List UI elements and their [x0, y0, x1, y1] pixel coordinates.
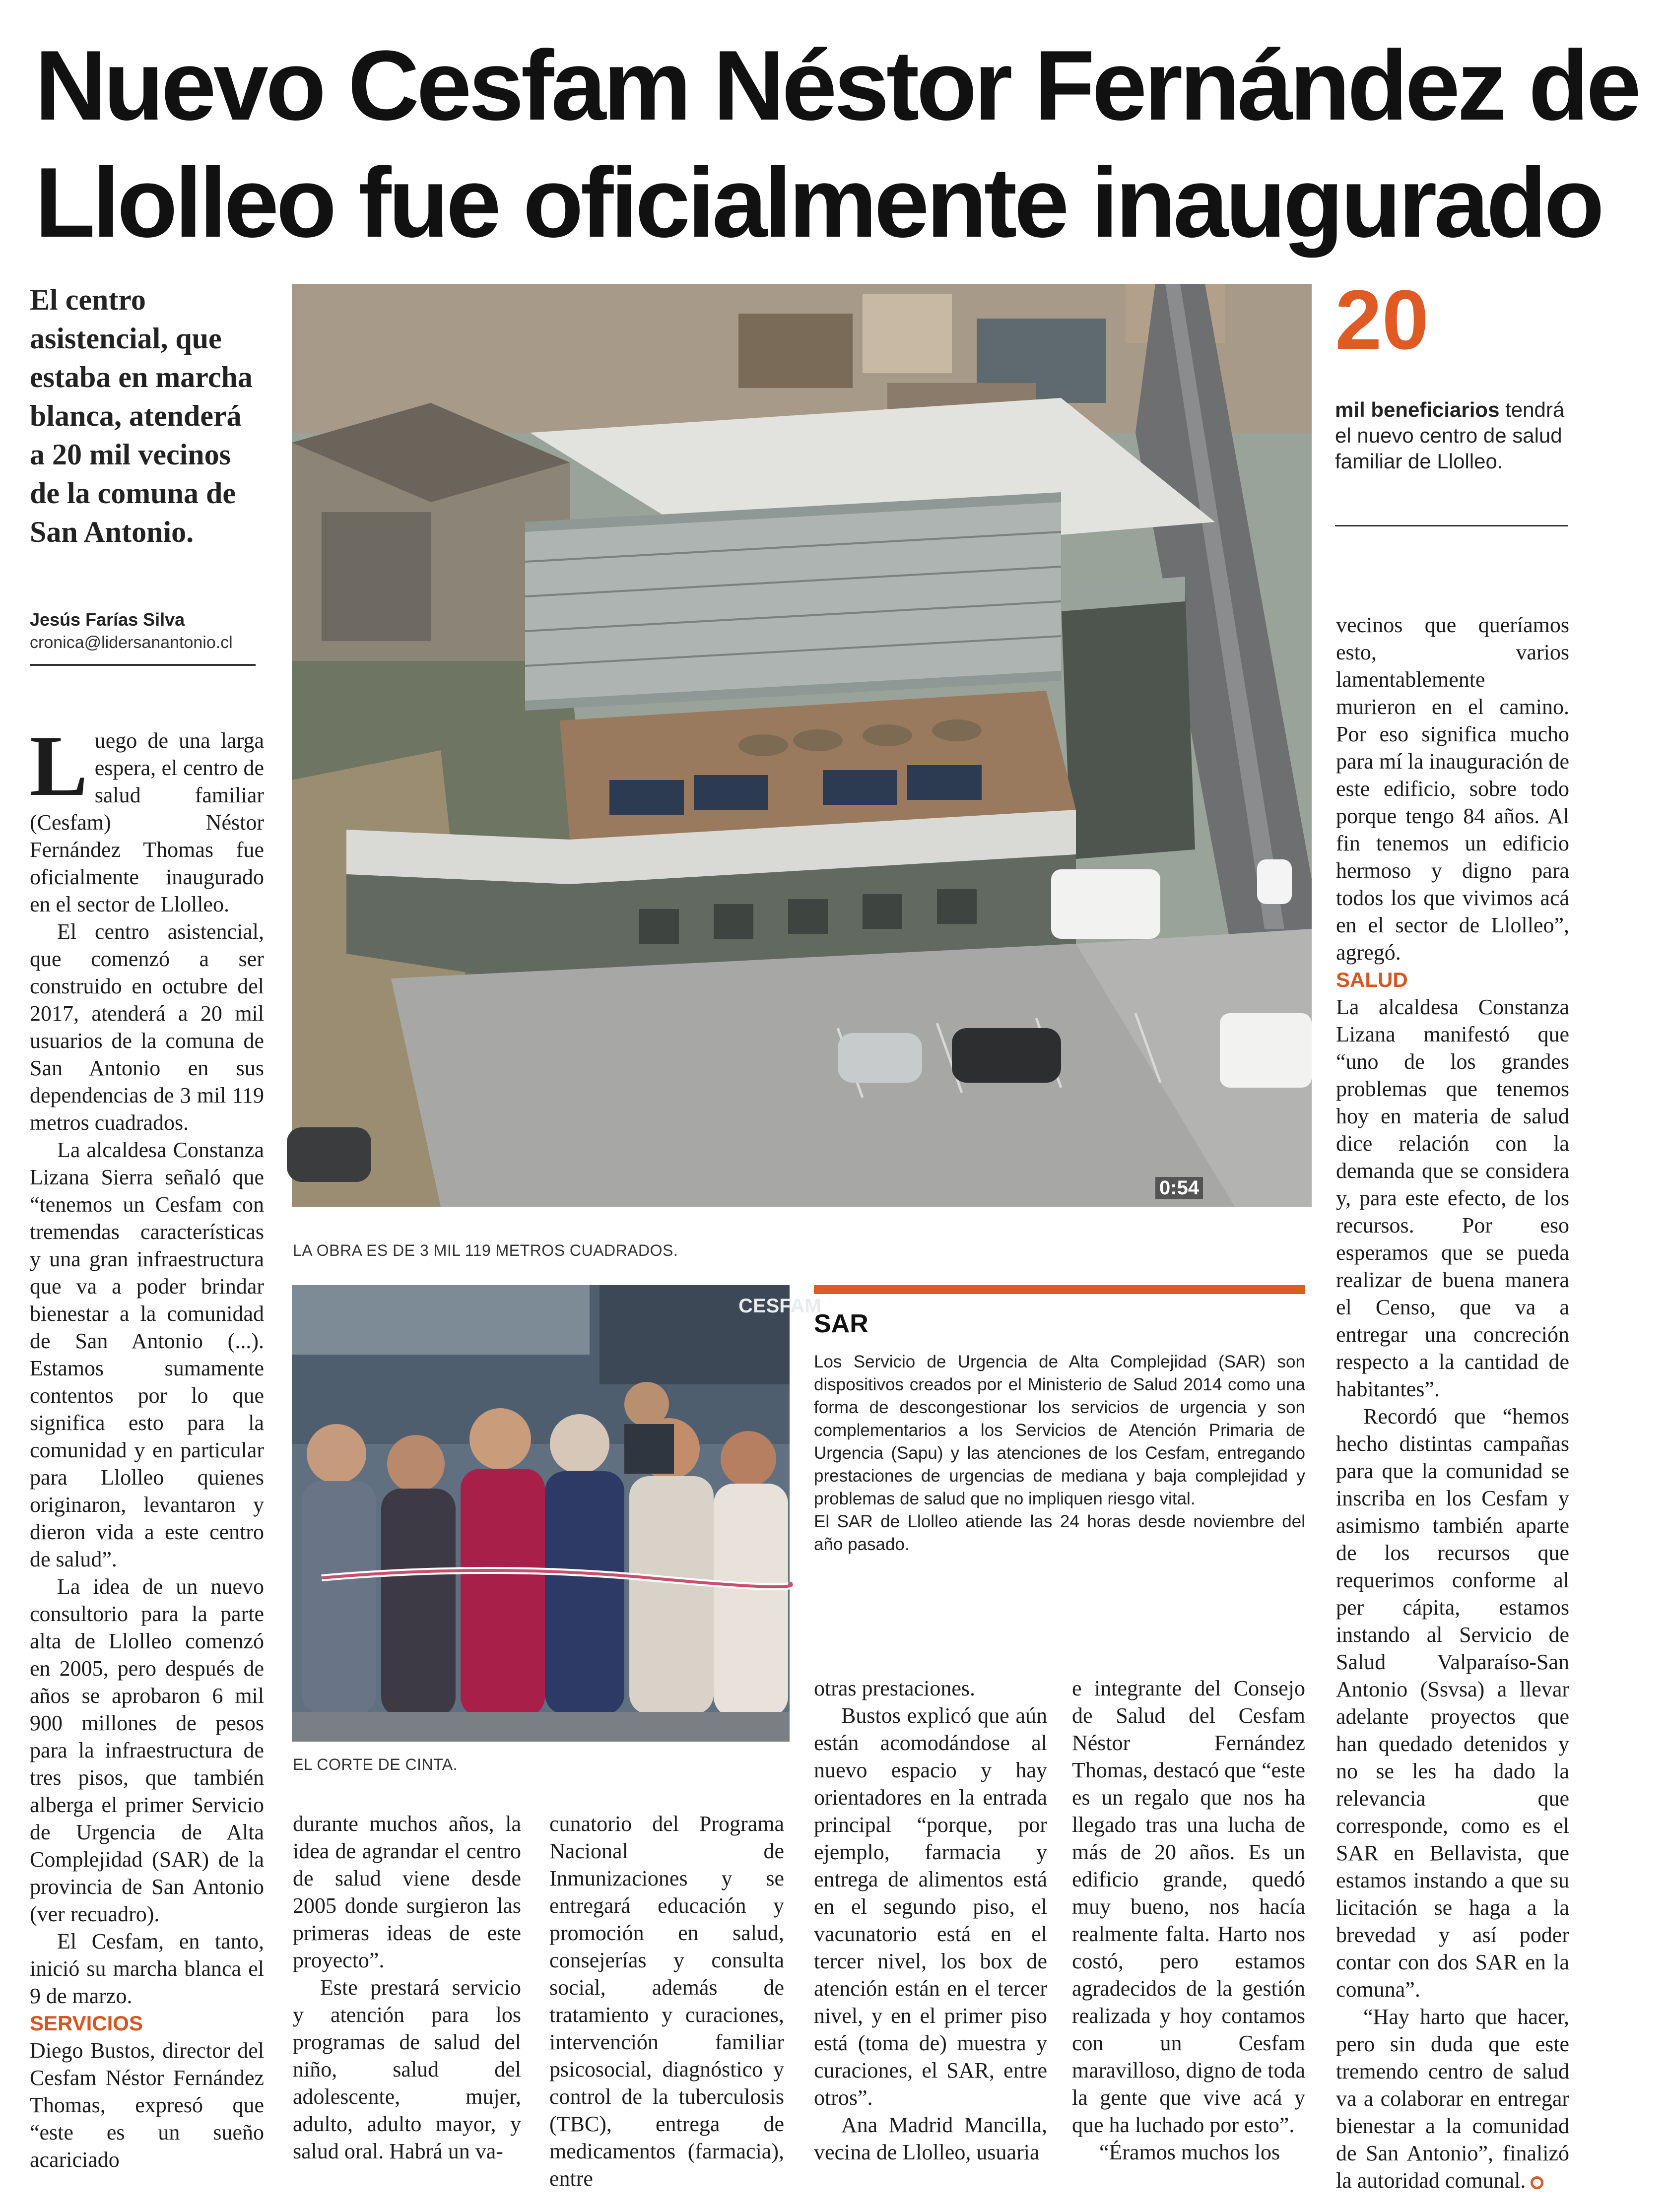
end-of-article-icon [1531, 2176, 1543, 2189]
column-6 [1336, 611, 1569, 2194]
column-1 [30, 717, 264, 2173]
col5-p1: e integrante del Consejo de Salud del Cesfam Néstor Fernández Thomas, destacó que “este es un regalo que nos ha llegado tras una lucha de más de 20 años. Es un edificio grande, quedó muy bueno, nos hacía realmente falta. Harto nos costó, pero estamos agradecidos de la gestión realizada y hoy contamos con un Cesfam maravilloso, digno de toda la gente que vive acá y que ha luchado por esto”. [1072, 1676, 1305, 2137]
col4-p1: otras prestaciones. [814, 1676, 975, 1700]
sar-title: SAR [814, 1309, 868, 1338]
deck-summary: El centro asistencial, que estaba en marcha blanca, atenderá a 20 mil vecinos de la comuna de San Antonio. [30, 283, 253, 548]
col6-p3: Recordó que “hemos hecho distintas campañas para que la comunidad se inscriba en los Cesfam y asimismo también aparte de los recursos que requerimos conforme al per cápita, estamos instando al Servicio de Salud Valparaíso-San Antonio (Ssvsa) a llevar adelante proyectos que han quedado detenidos y no se les ha dado la relevancia que corresponde, como es el SAR en Bellavista, que estamos instando a que su licitación se haga a la brevedad y así poder contar con dos SAR en la comuna”. [1336, 1404, 1569, 2002]
column-5 [1072, 1675, 1305, 2166]
col6-p4: “Hay harto que hacer, pero sin duda que este tremendo centro de salud va a colaborar en entregar bienestar a la comunidad de San Antonio”, finalizó la autoridad comunal. [1336, 2005, 1569, 2193]
factbox-rest: tendrá el nuevo centro de salud familiar de Llolleo. [1335, 398, 1565, 473]
col6-p1: vecinos que queríamos esto, varios lamentablemente murieron en el camino. Por eso significa mucho para mí la inauguración de este edificio, sobre todo porque tengo 84 años. Al fin tenemos un edificio hermoso y digno para todos los que vivimos acá en el sector de Llolleo”, agregó. [1336, 613, 1569, 965]
subhead-salud: SALUD [1336, 968, 1408, 991]
main-photo [292, 284, 1312, 1207]
byline-author: Jesús Farías Silva [30, 609, 185, 630]
aerial-building-illustration [292, 284, 1312, 1207]
sar-accent-bar [814, 1285, 1305, 1294]
col4-p3: Ana Madrid Mancilla, vecina de Llolleo, usuaria [814, 2113, 1047, 2164]
subhead-servicios: SERVICIOS [30, 2012, 143, 2035]
dropcap: L [30, 717, 88, 814]
column-3 [549, 1810, 784, 2192]
byline-divider [30, 664, 256, 666]
sar-p2: El SAR de Llolleo atiende las 24 horas desde noviembre del año pasado. [814, 1512, 1305, 1554]
sar-p1: Los Servicio de Urgencia de Alta Complejidad (SAR) son dispositivos creados por el Ministerio de Salud 2014 como una forma de descongestionar los servicios de urgencia y son complementarios a los Servicios de Atención Primaria de Urgencia (Sapu) y las atenciones de los Cesfam, entregando prestaciones de urgencias de mediana y baja complejidad y problemas de salud que no impliquen riesgo vital. [814, 1352, 1305, 1508]
column-2 [293, 1810, 521, 2165]
video-timestamp: 0:54 [1155, 1177, 1203, 1199]
main-photo-caption: LA OBRA ES DE 3 MIL 119 METROS CUADRADOS. [293, 1241, 678, 1259]
col5-p2: “Éramos muchos los [1099, 2140, 1280, 2164]
col1-p4: La idea de un nuevo consultorio para la parte alta de Llolleo comenzó en 2005, pero después de años se aprobaron 6 mil 900 millones de pesos para la infraestructura de tres pisos, que también alberga el primer Servicio de Urgencia de Alta Complejidad (SAR) de la provincia de San Antonio (ver recuadro). [30, 1574, 264, 1926]
byline-email[interactable]: cronica@lidersanantonio.cl [30, 633, 233, 652]
factbox-number: 20 [1335, 273, 1429, 367]
col1-p1: uego de una larga espera, el centro de salud familiar (Cesfam) Néstor Fernández Thomas fue oficialmente inaugurado en el sector de Llolleo. [30, 728, 264, 916]
ribbon-cutting-illustration [292, 1285, 790, 1742]
headline: Nuevo Cesfam Néstor Fernández de Llolleo fue oficialmente inaugurado [35, 30, 1639, 258]
col3-p1: cunatorio del Programa Nacional de Inmunizaciones y se entregará educación y promoción en salud, consejerías y consulta social, además de tratamiento y curaciones, intervención familiar psicosocial, diagnóstico y control de la tuberculosis (TBC), entrega de medicamentos (farmacia), entre [549, 1812, 784, 2191]
col1-p3: La alcaldesa Constanza Lizana Sierra señaló que “tenemos un Cesfam con tremendas características y una gran infraestructura que va a poder brindar bienestar a la comunidad de San Antonio (...). Estamos sumamente contentos por lo que significa esto para la comunidad y en particular para Llolleo quienes originaron, levantaron y dieron vida a este centro de salud”. [30, 1138, 264, 1571]
col1-p2: El centro asistencial, que comenzó a ser construido en octubre del 2017, atenderá a 20 mil usuarios de la comuna de San Antonio en sus dependencias de 3 mil 119 metros cuadrados. [30, 919, 264, 1135]
col2-p2: Este prestará servicio y atención para los programas de salud del niño, salud del adolescente, mujer, adulto, adulto mayor, y salud oral. Habrá un va- [293, 1975, 521, 2163]
sar-box [814, 1285, 1305, 1556]
ribbon-cutting-photo [292, 1285, 821, 1742]
second-photo-caption: EL CORTE DE CINTA. [293, 1756, 458, 1773]
cesfam-sign: CESFAM [738, 1295, 821, 1317]
column-4 [814, 1675, 1047, 2166]
sar-body [814, 1351, 1305, 1556]
factbox-text [1335, 397, 1568, 474]
col1-p6: Diego Bustos, director del Cesfam Néstor Fernández Thomas, expresó que “este es un sueño acariciado [30, 2038, 264, 2172]
col4-p2: Bustos explicó que aún están acomodándose al nuevo espacio y hay orientadores en la entrada principal “porque, por ejemplo, farmacia y entrega de alimentos está en el segundo piso, el vacunatorio está en el tercer nivel, los box de atención están en el tercer nivel, y en el primer piso está (toma de) muestra y curaciones, el SAR, entre otros”. [814, 1703, 1047, 2110]
factbox-divider [1335, 525, 1568, 526]
col2-p1: durante muchos años, la idea de agrandar el centro de salud viene desde 2005 donde surgieron las primeras ideas de este proyecto”. [293, 1812, 521, 1972]
factbox-bold: mil beneficiarios [1335, 398, 1500, 421]
col6-p2: La alcaldesa Constanza Lizana manifestó que “uno de los grandes problemas que tenemos hoy en materia de salud dice relación con la demanda que se considera y, para este efecto, de los recursos. Por eso esperamos que se pueda realizar de buena manera el Censo, que va a entregar una concreción respecto a la cantidad de habitantes”. [1336, 995, 1569, 1401]
col1-p5: El Cesfam, en tanto, inició su marcha blanca el 9 de marzo. [30, 1929, 264, 2008]
